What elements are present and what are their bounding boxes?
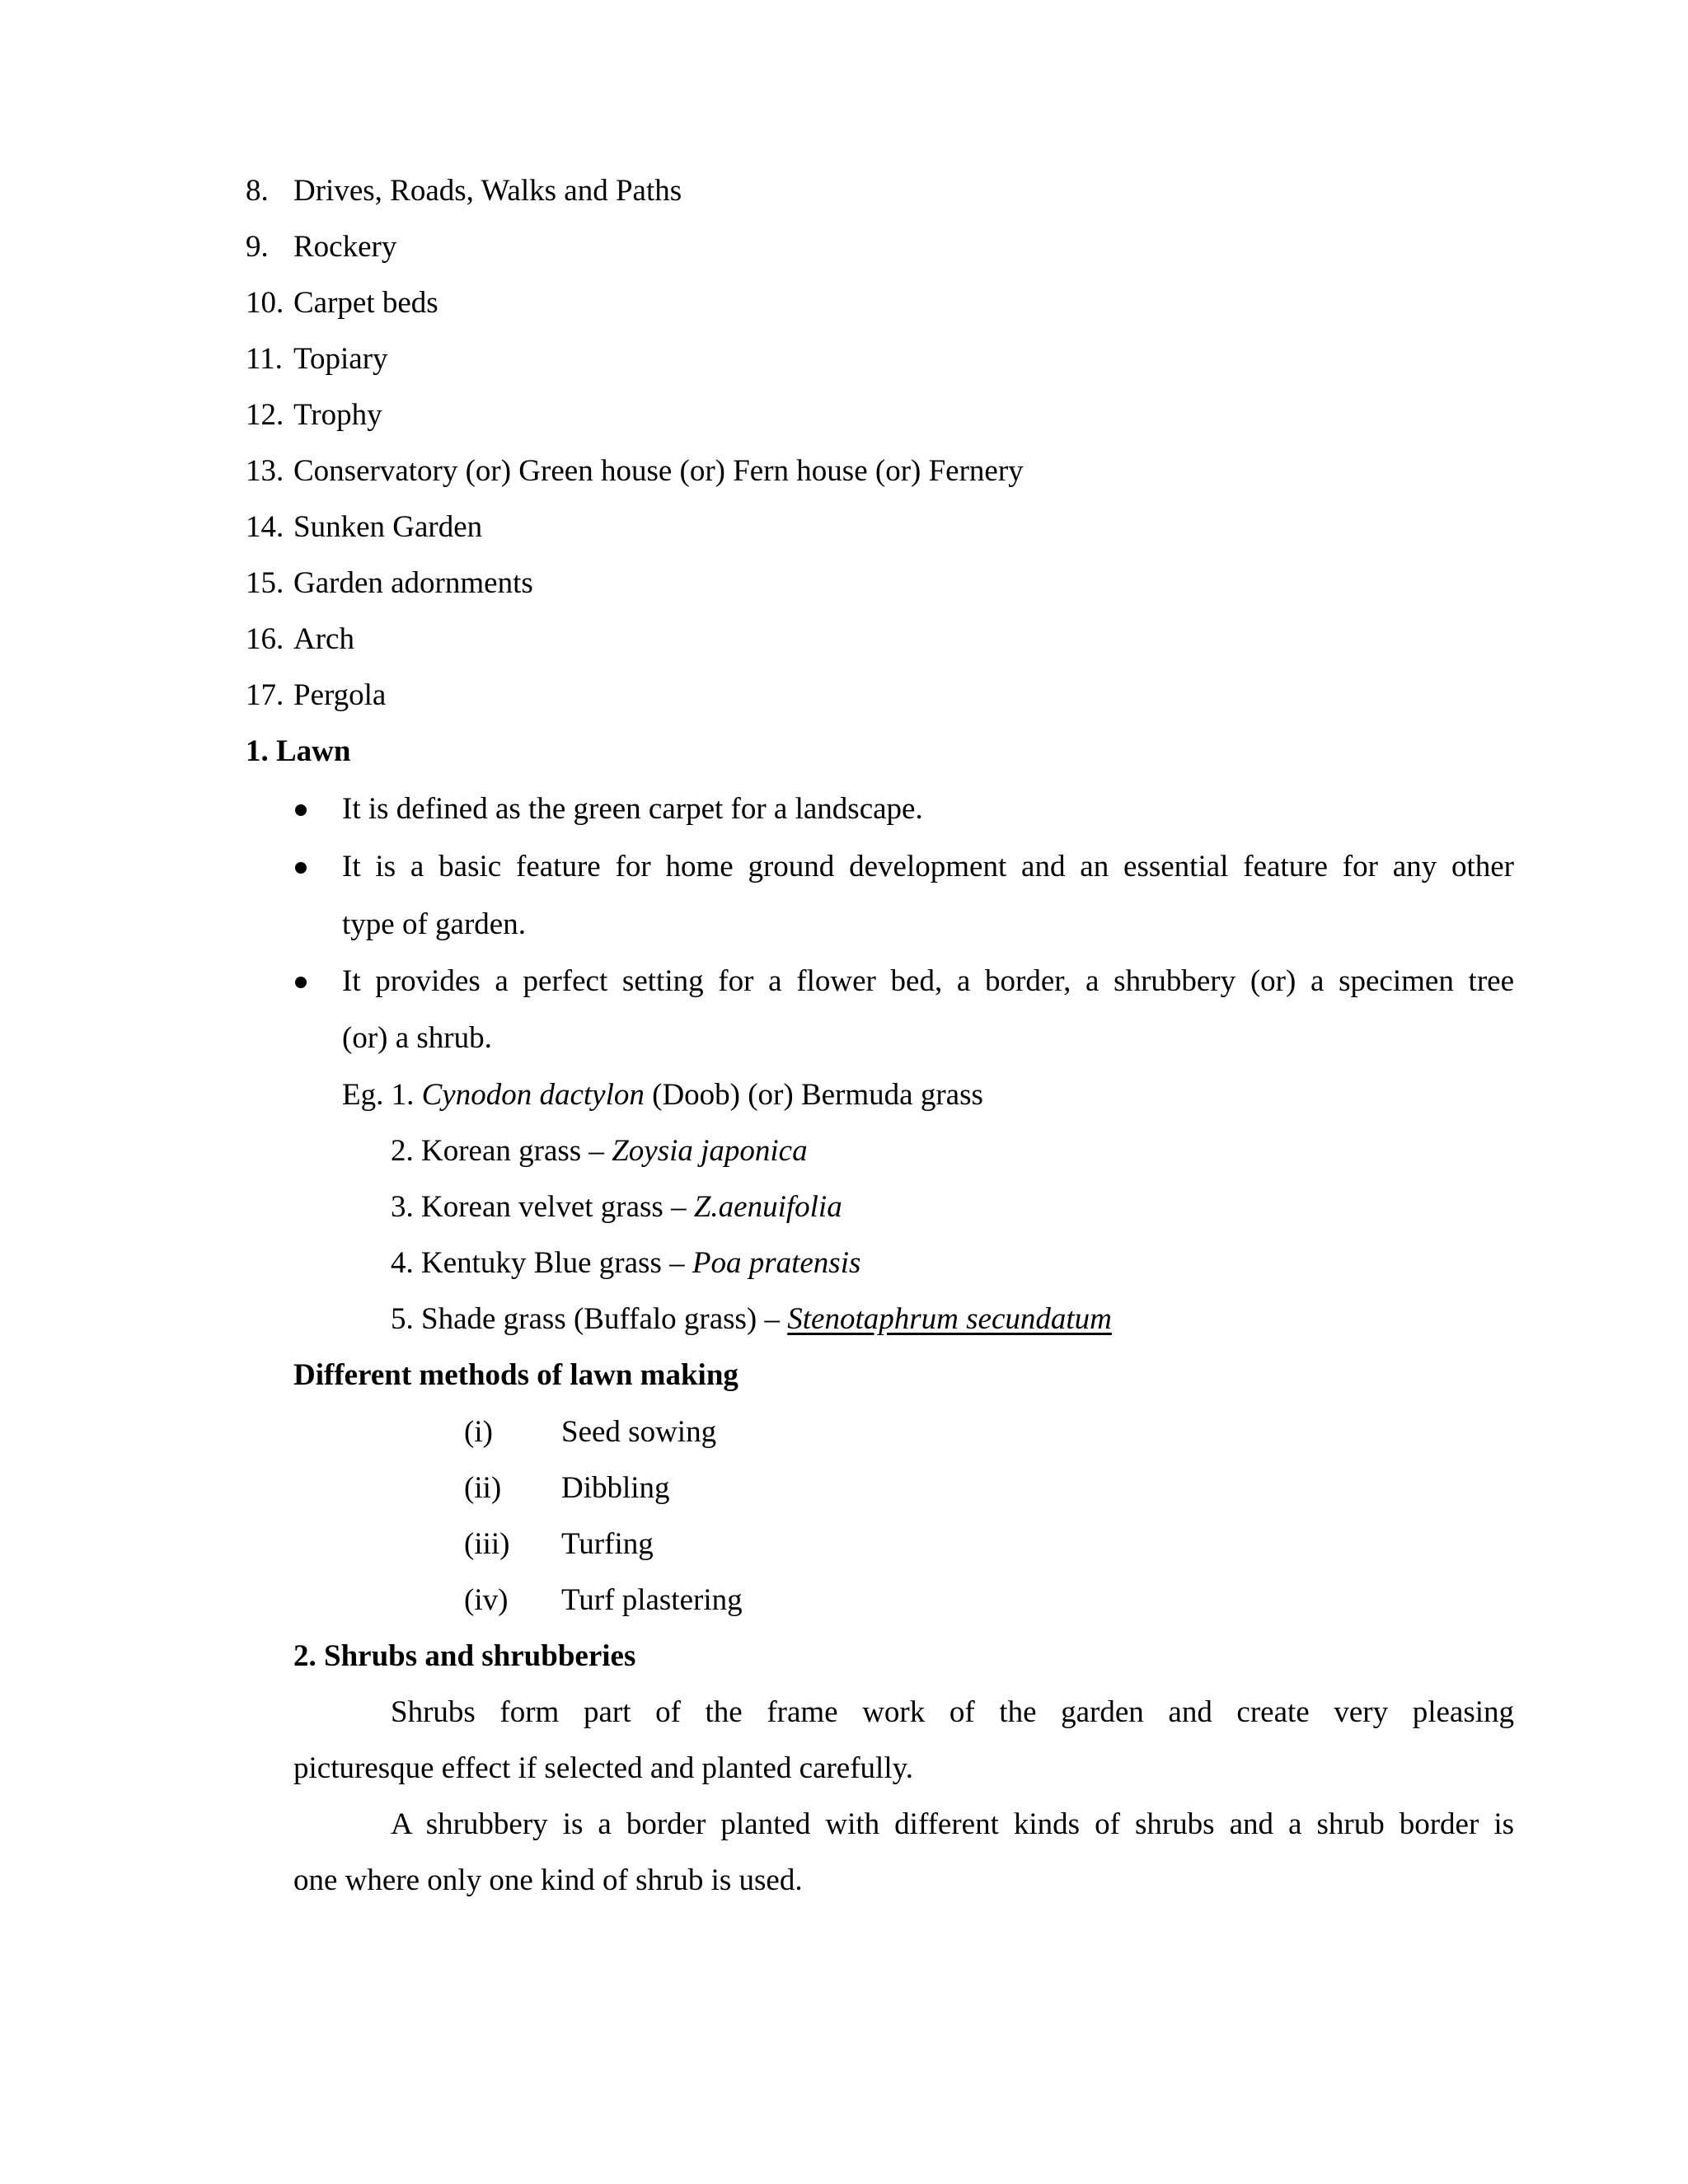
list-item-text: Carpet beds [293,286,438,320]
example-species: Zoysia japonica [612,1134,808,1168]
list-number: 15. [246,566,284,600]
list-number: 13. [246,454,284,488]
list-item-text: Drives, Roads, Walks and Paths [293,174,682,208]
example-species: Stenotaphrum secundatum [787,1302,1112,1336]
methods-heading: Different methods of lawn making [293,1358,738,1392]
list-item-text: Topiary [293,342,388,376]
example-prefix: 2. Korean grass – [391,1134,612,1168]
shrubs-paragraph-line: one where only one kind of shrub is used. [293,1863,803,1897]
lawn-heading: 1. Lawn [246,734,351,768]
example-prefix: 4. Kentuky Blue grass – [391,1246,692,1280]
list-item-text: Pergola [293,678,387,712]
list-number: 9. [246,230,269,264]
example-prefix: 5. Shade grass (Buffalo grass) – [391,1302,788,1336]
shrubs-paragraph-line: picturesque effect if selected and planted carefully. [293,1751,913,1785]
lawn-example [342,1080,983,1110]
list-number: 8. [246,174,269,208]
lawn-bullet-text: It is a basic feature for home ground development and an essential feature for any other [342,850,1514,883]
method-number: (ii) [464,1471,502,1505]
method-text: Dibbling [561,1471,670,1505]
lawn-example [391,1136,808,1166]
method-number: (iii) [464,1527,510,1561]
example-prefix: 3. Korean velvet grass – [391,1190,694,1224]
lawn-example [391,1192,842,1222]
example-species: Cynodon dactylon [421,1078,645,1112]
method-number: (iv) [464,1583,509,1617]
method-text: Turfing [561,1527,654,1561]
list-number: 10. [246,286,284,320]
shrubs-paragraph-line: A shrubbery is a border planted with different kinds of shrubs and a shrub border is [391,1807,1514,1841]
list-number: 16. [246,622,284,656]
list-number: 11. [246,342,283,376]
list-item-text: Garden adornments [293,566,533,600]
list-number: 12. [246,398,284,432]
list-number: 14. [246,510,284,544]
list-number: 17. [246,678,284,712]
shrubs-heading: 2. Shrubs and shrubberies [293,1639,636,1673]
example-suffix: (Doob) (or) Bermuda grass [644,1078,983,1112]
lawn-bullet-text: (or) a shrub. [342,1021,492,1055]
method-number: (i) [464,1415,493,1449]
bullet-icon [295,977,307,988]
method-text: Seed sowing [561,1415,717,1449]
lawn-bullet-text: It is defined as the green carpet for a landscape. [342,792,923,826]
list-item-text: Conservatory (or) Green house (or) Fern house (or) Fernery [293,454,1024,488]
example-species: Poa pratensis [692,1246,861,1280]
bullet-icon [295,804,307,816]
lawn-bullet-text: type of garden. [342,907,526,941]
lawn-example [391,1248,860,1278]
shrubs-paragraph-line: Shrubs form part of the frame work of the garden and create very pleasing [391,1695,1514,1729]
list-item-text: Trophy [293,398,382,432]
list-item-text: Sunken Garden [293,510,483,544]
example-species: Z.aenuifolia [693,1190,842,1224]
example-prefix: Eg. 1. [342,1078,422,1112]
lawn-bullet-text: It provides a perfect setting for a flower bed, a border, a shrubbery (or) a specimen tree [342,964,1514,998]
list-item-text: Rockery [293,230,397,264]
bullet-icon [295,862,307,874]
list-item-text: Arch [293,622,354,656]
method-text: Turf plastering [561,1583,743,1617]
lawn-example [391,1304,1112,1334]
